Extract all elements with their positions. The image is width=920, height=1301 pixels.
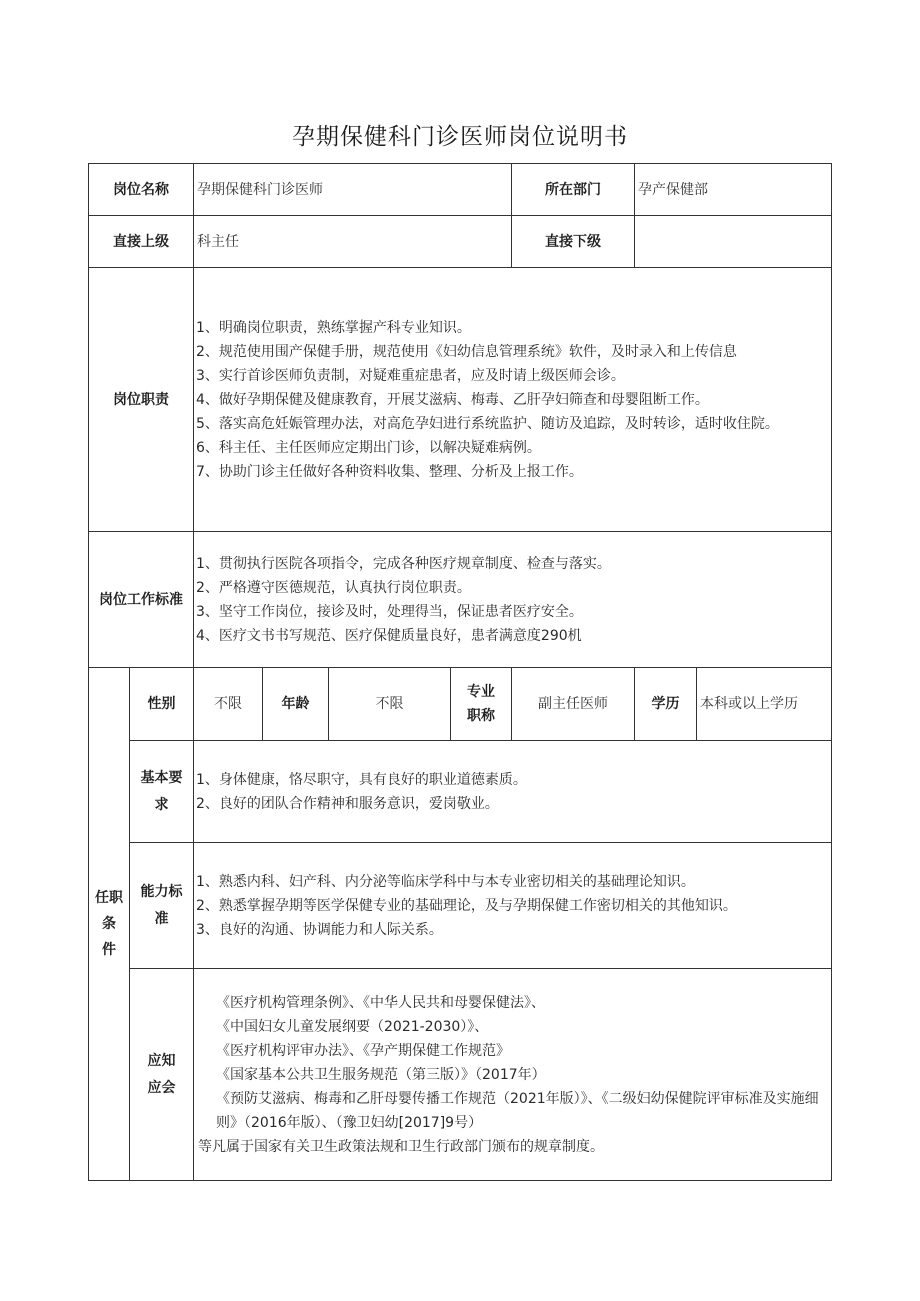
standard-item: 2、严格遵守医德规范，认真执行岗位职责。 xyxy=(196,579,471,596)
professional-title-label-line: 职称 xyxy=(467,708,495,724)
superior-label: 直接上级 xyxy=(89,216,194,268)
gender-value: 不限 xyxy=(194,668,263,741)
ability-content xyxy=(194,843,832,969)
ability-item: 2、熟悉掌握孕期等医学保健专业的基础理论，及与孕期保健工作密切相关的其他知识。 xyxy=(196,897,737,914)
professional-title-label-line: 专业 xyxy=(467,684,495,700)
row-superior xyxy=(89,216,832,268)
ability-label-line: 准 xyxy=(154,910,169,927)
knowledge-label xyxy=(130,969,194,1181)
age-label: 年龄 xyxy=(263,668,329,741)
education-value: 本科或以上学历 xyxy=(697,668,832,741)
duty-item: 2、规范使用围产保健手册，规范使用《妇幼信息管理系统》软件，及时录入和上传信息 xyxy=(196,343,737,360)
basic-requirements-label-line: 基本要 xyxy=(140,769,183,786)
row-position xyxy=(89,164,832,216)
row-basic-requirements xyxy=(89,741,832,843)
superior-value: 科主任 xyxy=(194,216,512,268)
department-value: 孕产保健部 xyxy=(635,164,832,216)
duty-item: 3、实行首诊医师负责制，对疑难重症患者，应及时请上级医师会诊。 xyxy=(196,367,625,384)
basic-requirement-item: 2、良好的团队合作精神和服务意识，爱岗敬业。 xyxy=(196,795,499,812)
job-description-table xyxy=(88,163,832,1181)
row-qualification-basic xyxy=(89,668,832,741)
row-knowledge xyxy=(89,969,832,1181)
duty-item: 6、科主任、主任医师应定期出门诊，以解决疑难病例。 xyxy=(196,439,541,456)
subordinate-value xyxy=(635,216,832,268)
knowledge-item: 《医疗机构评审办法》、《孕产期保健工作规范》 xyxy=(216,1042,510,1059)
duty-item: 1、明确岗位职责，熟练掌握产科专业知识。 xyxy=(196,319,471,336)
knowledge-label-line: 应知 xyxy=(147,1052,176,1069)
standard-item: 3、坚守工作岗位，接诊及时，处理得当，保证患者医疗安全。 xyxy=(196,603,583,620)
qualifications-label-line: 条 xyxy=(102,916,116,932)
ability-label-line: 能力标 xyxy=(140,883,183,900)
qualifications-label xyxy=(89,668,130,1181)
qualifications-label-line: 任职 xyxy=(95,890,123,906)
ability-item: 3、良好的沟通、协调能力和人际关系。 xyxy=(196,921,443,938)
position-label: 岗位名称 xyxy=(89,164,194,216)
duty-item: 5、落实高危妊娠管理办法，对高危孕妇进行系统监护、随访及追踪，及时转诊，适时收住院。 xyxy=(196,415,779,432)
knowledge-item: 《医疗机构管理条例》、《中华人民共和母婴保健法》、 xyxy=(216,994,545,1011)
qualifications-label-line: 件 xyxy=(102,942,116,958)
professional-title-label xyxy=(451,668,512,741)
education-label: 学历 xyxy=(635,668,697,741)
knowledge-content xyxy=(194,969,832,1181)
age-value: 不限 xyxy=(329,668,451,741)
knowledge-label-line: 应会 xyxy=(147,1079,176,1096)
knowledge-item: 《预防艾滋病、梅毒和乙肝母婴传播工作规范（2021年版）》、《二级妇幼保健院评审标准及实施细则》（2016年版）、（豫卫妇幼[2017]9号） xyxy=(216,1090,819,1131)
duty-item: 4、做好孕期保健及健康教育，开展艾滋病、梅毒、乙肝孕妇筛查和母婴阻断工作。 xyxy=(196,391,709,408)
professional-title-value: 副主任医师 xyxy=(512,668,635,741)
duties-label: 岗位职责 xyxy=(89,268,194,532)
duties-content xyxy=(194,268,832,532)
basic-requirements-label xyxy=(130,741,194,843)
position-value: 孕期保健科门诊医师 xyxy=(194,164,512,216)
subordinate-label: 直接下级 xyxy=(512,216,635,268)
standards-label: 岗位工作标准 xyxy=(89,532,194,668)
basic-requirements-content xyxy=(194,741,832,843)
department-label: 所在部门 xyxy=(512,164,635,216)
knowledge-item: 《中国妇女儿童发展纲要（2021-2030）》、 xyxy=(216,1018,489,1035)
standard-item: 1、贯彻执行医院各项指令，完成各种医疗规章制度、检查与落实。 xyxy=(196,555,611,572)
gender-label: 性别 xyxy=(130,668,194,741)
row-ability xyxy=(89,843,832,969)
row-standards xyxy=(89,532,832,668)
standards-content xyxy=(194,532,832,668)
knowledge-item: 等凡属于国家有关卫生政策法规和卫生行政部门颁布的规章制度。 xyxy=(198,1138,604,1155)
basic-requirement-item: 1、身体健康，恪尽职守，具有良好的职业道德素质。 xyxy=(196,771,527,788)
knowledge-item: 《国家基本公共卫生服务规范（第三版）》（2017年） xyxy=(216,1066,546,1083)
ability-item: 1、熟悉内科、妇产科、内分泌等临床学科中与本专业密切相关的基础理论知识。 xyxy=(196,873,695,890)
ability-label xyxy=(130,843,194,969)
row-duties xyxy=(89,268,832,532)
document-title: 孕期保健科门诊医师岗位说明书 xyxy=(292,124,628,150)
standard-item: 4、医疗文书书写规范、医疗保健质量良好，患者满意度290机 xyxy=(196,627,582,644)
duty-item: 7、协助门诊主任做好各种资料收集、整理、分析及上报工作。 xyxy=(196,463,583,480)
basic-requirements-label-line: 求 xyxy=(154,796,169,813)
